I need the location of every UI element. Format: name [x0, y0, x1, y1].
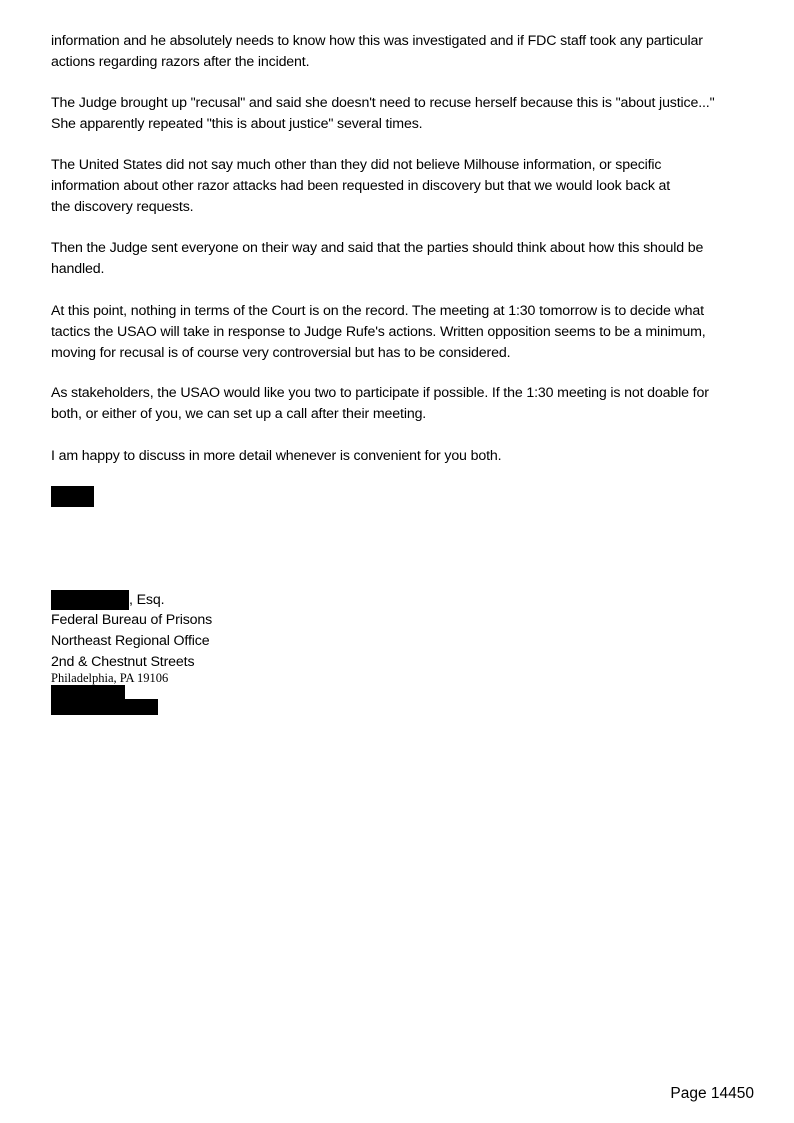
redaction-box [51, 685, 125, 699]
paragraph-2 [51, 93, 756, 135]
text-line: information about other razor attacks had been requested in discovery but that we would look back at [51, 178, 671, 194]
text-line: She apparently repeated "this is about justice" several times. [51, 116, 423, 132]
text-line: The Judge brought up "recusal" and said she doesn't need to recuse herself because this is "about justice..." [51, 95, 715, 111]
paragraph-3 [51, 155, 756, 218]
signature-name-suffix: , Esq. [129, 592, 165, 608]
signature-city: Philadelphia, PA 19106 [51, 671, 169, 685]
text-line: information and he absolutely needs to know how this was investigated and if FDC staff took any particular [51, 33, 703, 49]
text-line: both, or either of you, we can set up a call after their meeting. [51, 406, 427, 422]
redaction-box [51, 699, 158, 715]
text-line: tactics the USAO will take in response to Judge Rufe's actions. Written opposition seems to be a minimum, [51, 324, 706, 340]
paragraph-6 [51, 383, 756, 425]
text-line: As stakeholders, the USAO would like you two to participate if possible. If the 1:30 meeting is not doable for [51, 385, 709, 401]
redaction-box [51, 590, 129, 610]
paragraph-5 [51, 301, 756, 364]
page-number: Page 14450 [670, 1085, 754, 1102]
text-line: Then the Judge sent everyone on their way and said that the parties should think about how this should be [51, 240, 704, 256]
redaction-box [51, 486, 94, 507]
text-line: actions regarding razors after the incident. [51, 54, 310, 70]
paragraph-7 [51, 446, 756, 467]
paragraph-4 [51, 238, 756, 280]
text-line: I am happy to discuss in more detail whenever is convenient for you both. [51, 448, 502, 464]
text-line: handled. [51, 261, 105, 277]
text-line: the discovery requests. [51, 199, 194, 215]
text-line: moving for recusal is of course very controversial but has to be considered. [51, 345, 511, 361]
signature-organization: Federal Bureau of Prisons [51, 612, 213, 628]
text-line: The United States did not say much other than they did not believe Milhouse information, or specific [51, 157, 662, 173]
signature-office: Northeast Regional Office [51, 633, 210, 649]
signature-street: 2nd & Chestnut Streets [51, 654, 195, 670]
paragraph-1 [51, 31, 756, 73]
text-line: At this point, nothing in terms of the Court is on the record. The meeting at 1:30 tomorrow is to decide what [51, 303, 704, 319]
